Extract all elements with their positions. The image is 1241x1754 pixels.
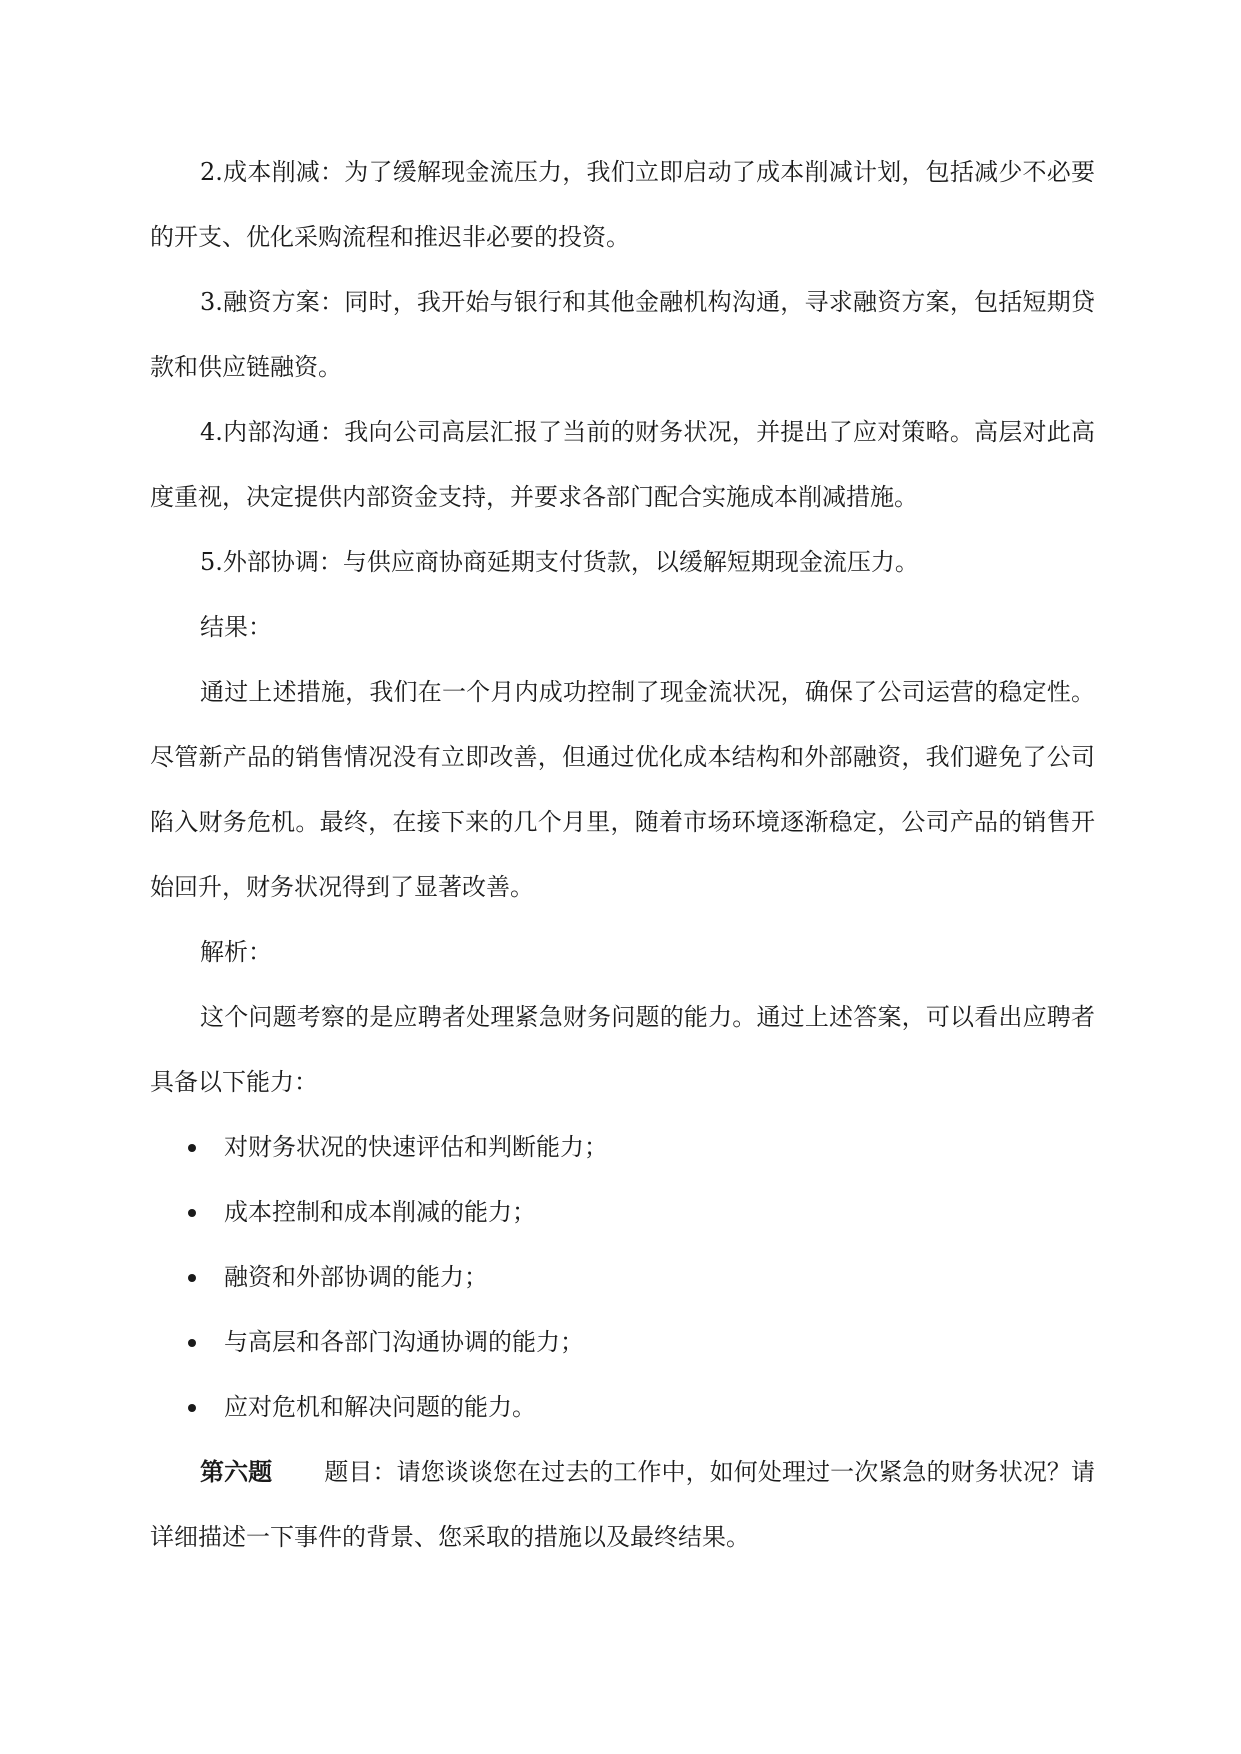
paragraph-internal-communication: 4.内部沟通：我向公司高层汇报了当前的财务状况，并提出了应对策略。高层对此高度重视，决定提供内部资金支持，并要求各部门配合实施成本削减措施。 xyxy=(150,418,1095,511)
bullet-icon xyxy=(188,1274,196,1282)
ability-list xyxy=(150,1115,1095,1440)
paragraph-cost-reduction: 2.成本削减：为了缓解现金流压力，我们立即启动了成本削减计划，包括减少不必要的开支、优化采购流程和推迟非必要的投资。 xyxy=(150,158,1095,251)
question-paragraph xyxy=(150,1440,1095,1570)
paragraph-financing: 3.融资方案：同时，我开始与银行和其他金融机构沟通，寻求融资方案，包括短期贷款和供应链融资。 xyxy=(150,288,1095,381)
bullet-icon xyxy=(188,1339,196,1347)
list-item xyxy=(150,1180,1095,1245)
question-title: 第六题 xyxy=(200,1458,273,1486)
bullet-icon xyxy=(188,1404,196,1412)
paragraph-analysis: 这个问题考察的是应聘者处理紧急财务问题的能力。通过上述答案，可以看出应聘者具备以下能力： xyxy=(150,1003,1095,1096)
list-item-text: 成本控制和成本削减的能力； xyxy=(224,1198,536,1226)
list-item xyxy=(150,1245,1095,1310)
question-text: 题目：请您谈谈您在过去的工作中，如何处理过一次紧急的财务状况？请详细描述一下事件的背景、您采取的措施以及最终结果。 xyxy=(150,1458,1096,1551)
bullet-icon xyxy=(188,1144,196,1152)
list-item xyxy=(150,1115,1095,1180)
analysis-label: 解析： xyxy=(200,938,272,966)
list-item-text: 与高层和各部门沟通协调的能力； xyxy=(224,1328,584,1356)
paragraph-result: 通过上述措施，我们在一个月内成功控制了现金流状况，确保了公司运营的稳定性。尽管新产品的销售情况没有立即改善，但通过优化成本结构和外部融资，我们避免了公司陷入财务危机。最终，在接下来的几个月里，随着市场环境逐渐稳定，公司产品的销售开始回升，财务状况得到了显著改善。 xyxy=(150,678,1095,901)
list-item xyxy=(150,1310,1095,1375)
list-item xyxy=(150,1375,1095,1440)
list-item-text: 应对危机和解决问题的能力。 xyxy=(224,1393,536,1421)
document-page xyxy=(150,140,1095,1570)
bullet-icon xyxy=(188,1209,196,1217)
list-item-text: 融资和外部协调的能力； xyxy=(224,1263,488,1291)
list-item-text: 对财务状况的快速评估和判断能力； xyxy=(224,1133,608,1161)
result-label: 结果： xyxy=(200,613,272,641)
paragraph-external-coordination: 5.外部协调：与供应商协商延期支付货款，以缓解短期现金流压力。 xyxy=(200,548,919,576)
